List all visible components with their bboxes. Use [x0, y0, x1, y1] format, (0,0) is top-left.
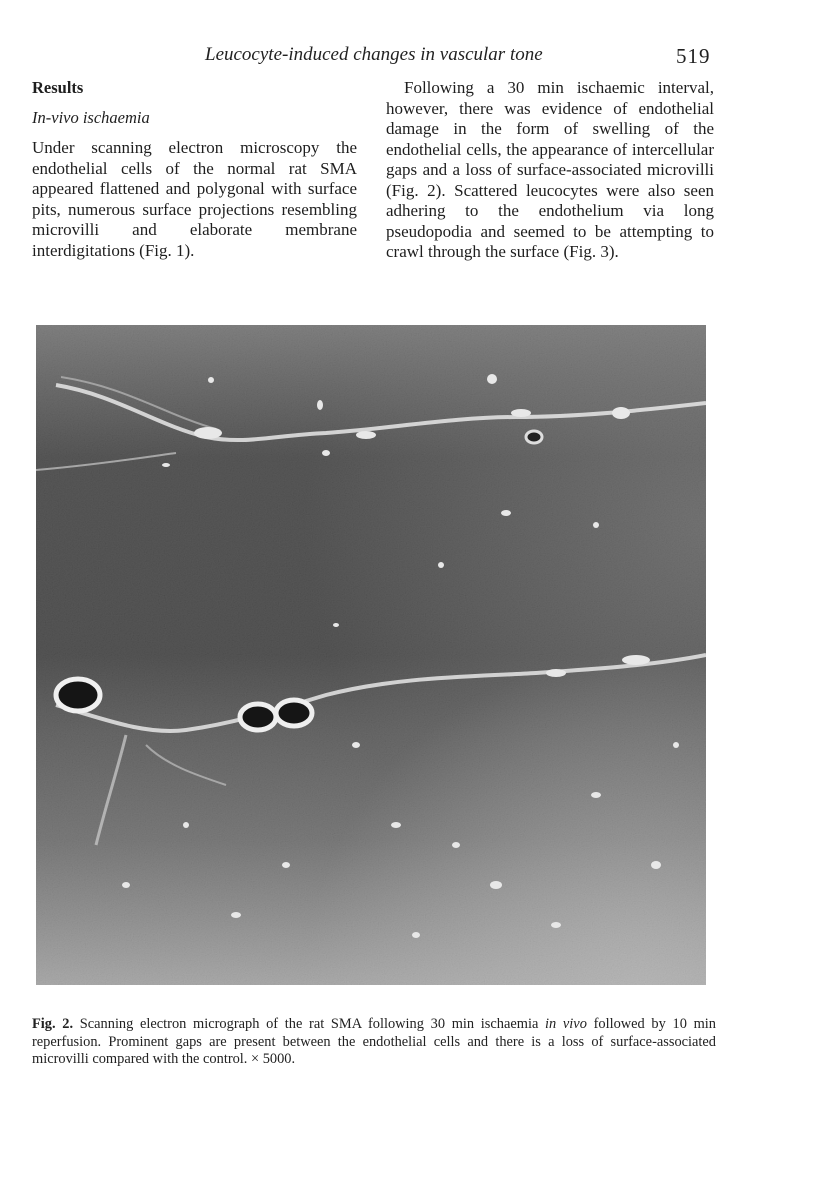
caption-italic-in-vivo: in vivo	[545, 1016, 587, 1032]
figure-label: Fig. 2.	[32, 1016, 74, 1032]
electron-micrograph	[36, 325, 706, 985]
page-number: 519	[676, 44, 711, 68]
paragraph-normal-sma: Under scanning electron microscopy the endothelial cells of the normal rat SMA appeared flattened and polygonal with surface pits, numerous surface projections resembling microvilli and elaborate membrane interdigitations (Fig. 1).	[32, 138, 357, 260]
caption-text-1: Scanning electron micrograph of the rat SMA following 30 min ischaemia	[73, 1016, 546, 1032]
left-column	[32, 78, 357, 261]
right-column	[386, 78, 714, 263]
paragraph-ischaemic-interval: Following a 30 min ischaemic interval, however, there was evidence of endothelial damage in the form of swelling of the endothelial cells, the appearance of intercellular gaps and a loss of surface-associated microvilli (Fig. 2). Scattered leucocytes were also seen adhering to the endothelium via long pseudopodia and seemed to be attempting to crawl through the surface (Fig. 3).	[386, 78, 714, 261]
section-heading-results: Results	[32, 78, 84, 97]
running-head: Leucocyte-induced changes in vascular tone	[205, 44, 543, 65]
micrograph-figure	[36, 325, 706, 985]
subsection-heading-in-vivo-ischaemia: In-vivo ischaemia	[32, 107, 150, 127]
caption-text-2: followed by 10 min reperfusion. Prominent gaps are present between the endothelial cells and there is a loss of surface-associated microvilli compared with the control. × 5000.	[32, 1016, 716, 1067]
figure-caption	[32, 1016, 716, 1069]
